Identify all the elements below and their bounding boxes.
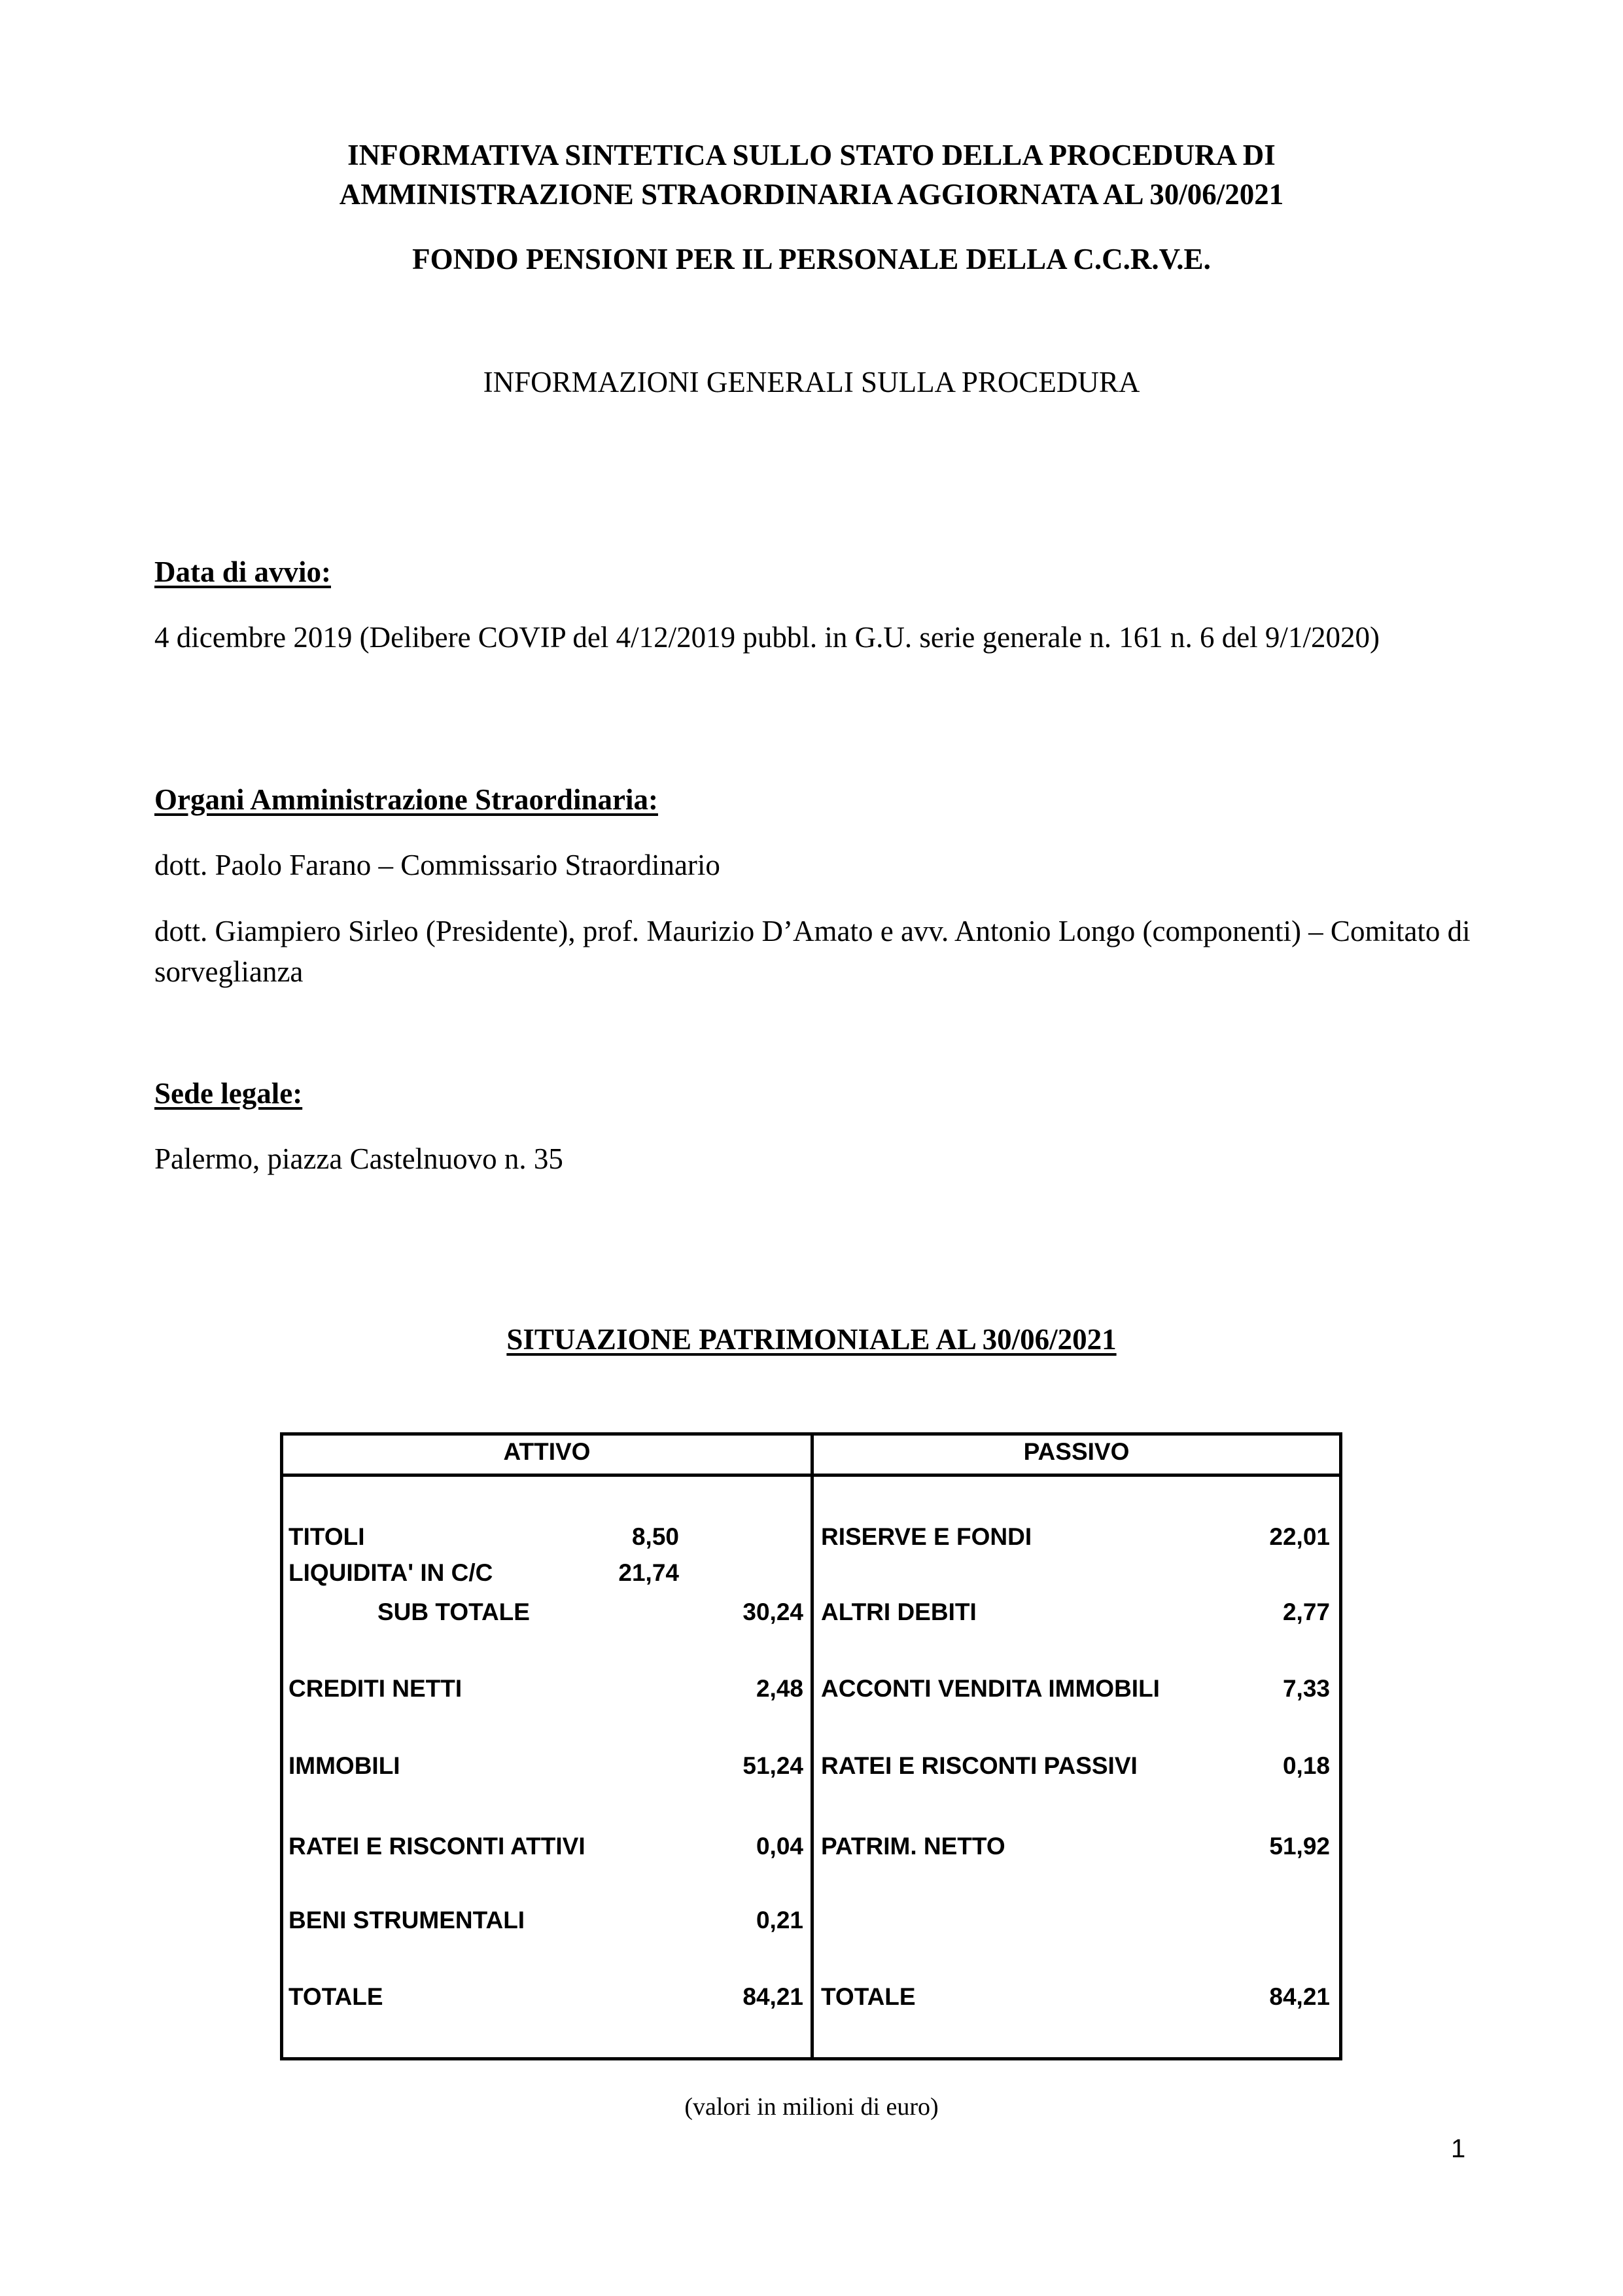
- passivo-row-value: 51,92: [1269, 1833, 1330, 1860]
- organs-line-committee: dott. Giampiero Sirleo (Presidente), prof. Maurizio D’Amato e avv. Antonio Longo (componenti) – Comitato di sorveglianza: [154, 915, 1471, 988]
- table-caption: (valori in milioni di euro): [684, 2093, 939, 2121]
- attivo-row-label: IMMOBILI: [288, 1752, 400, 1779]
- attivo-row-value: 0,21: [756, 1907, 803, 1934]
- balance-sheet-table: [280, 1432, 1342, 2060]
- attivo-row-label: TITOLI: [288, 1523, 365, 1550]
- passivo-row-value: 2,77: [1282, 1598, 1330, 1625]
- attivo-row-subvalue: 21,74: [618, 1559, 679, 1586]
- document-title-line-1: INFORMATIVA SINTETICA SULLO STATO DELLA PROCEDURA DI: [347, 139, 1276, 171]
- attivo-row-value: 51,24: [742, 1752, 803, 1779]
- passivo-row-label: ALTRI DEBITI: [821, 1598, 977, 1625]
- organs-label: Organi Amministrazione Straordinaria:: [154, 783, 658, 816]
- attivo-header: ATTIVO: [503, 1438, 591, 1465]
- document-title-line-2: AMMINISTRAZIONE STRAORDINARIA AGGIORNATA AL 30/06/2021: [339, 178, 1284, 211]
- passivo-row-value: 7,33: [1282, 1675, 1330, 1702]
- section-subtitle: INFORMAZIONI GENERALI SULLA PROCEDURA: [483, 366, 1140, 398]
- column-divider: [811, 1436, 814, 2057]
- passivo-row-label: PATRIM. NETTO: [821, 1833, 1005, 1860]
- attivo-row-label: RATEI E RISCONTI ATTIVI: [288, 1833, 585, 1860]
- passivo-row-value: 22,01: [1269, 1523, 1330, 1550]
- seat-text: Palermo, piazza Castelnuovo n. 35: [154, 1142, 563, 1175]
- passivo-row-value: 0,18: [1282, 1752, 1330, 1779]
- attivo-row-label: CREDITI NETTI: [288, 1675, 462, 1702]
- attivo-row-subvalue: 8,50: [631, 1523, 679, 1550]
- header-divider: [283, 1474, 1339, 1477]
- passivo-row-label: ACCONTI VENDITA IMMOBILI: [821, 1675, 1160, 1702]
- attivo-row-value: 0,04: [756, 1833, 803, 1860]
- passivo-total-label: TOTALE: [821, 1983, 916, 2010]
- attivo-total-label: TOTALE: [288, 1983, 383, 2010]
- attivo-row-value: 2,48: [756, 1675, 803, 1702]
- start-date-label: Data di avvio:: [154, 556, 331, 588]
- seat-label: Sede legale:: [154, 1077, 303, 1110]
- attivo-row-label: SUB TOTALE: [377, 1598, 530, 1625]
- organs-line-commissioner: dott. Paolo Farano – Commissario Straordinario: [154, 849, 720, 881]
- attivo-row-label: BENI STRUMENTALI: [288, 1907, 525, 1934]
- attivo-row-label: LIQUIDITA' IN C/C: [288, 1559, 493, 1586]
- start-date-text: 4 dicembre 2019 (Delibere COVIP del 4/12/2019 pubbl. in G.U. serie generale n. 161 n. 6 del 9/1/2020): [154, 621, 1380, 654]
- passivo-row-label: RATEI E RISCONTI PASSIVI: [821, 1752, 1138, 1779]
- passivo-row-label: RISERVE E FONDI: [821, 1523, 1032, 1550]
- attivo-row-value: 30,24: [742, 1598, 803, 1625]
- attivo-total-value: 84,21: [742, 1983, 803, 2010]
- passivo-total-value: 84,21: [1269, 1983, 1330, 2010]
- fund-name: FONDO PENSIONI PER IL PERSONALE DELLA C.C.R.V.E.: [412, 243, 1211, 275]
- page-number: 1: [1451, 2134, 1466, 2163]
- passivo-header: PASSIVO: [1023, 1438, 1130, 1465]
- balance-sheet-title: SITUAZIONE PATRIMONIALE AL 30/06/2021: [506, 1323, 1117, 1356]
